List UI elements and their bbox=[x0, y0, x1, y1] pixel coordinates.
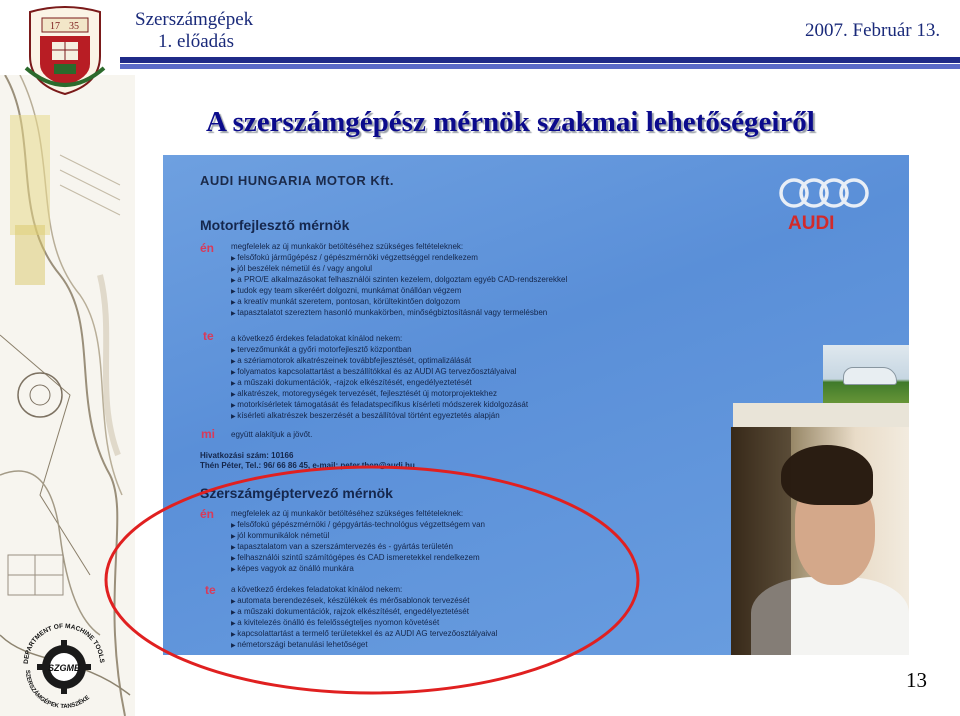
section2-tag-en: én bbox=[200, 507, 215, 521]
section2-en-intro: megfelelek az új munkakör betöltéséhez szükséges feltételeknek: bbox=[231, 509, 464, 518]
section2-title: Szerszámgéptervező mérnök bbox=[200, 485, 393, 501]
section1-te-item: ▶ folyamatos kapcsolattartást a beszállítókkal és az AUDI AG tervezőosztályaival bbox=[231, 367, 517, 376]
page-number: 13 bbox=[906, 668, 927, 692]
section1-tag-en: én bbox=[200, 241, 215, 255]
section1-te-item: ▶ a műszaki dokumentációk, -rajzok elkészítését, engedélyeztetését bbox=[231, 378, 472, 387]
section1-te-item: ▶ alkatrészek, motoregységek tervezését, fejlesztését új motorprojektekhez bbox=[231, 389, 497, 398]
section1-en-intro: megfelelek az új munkakör betöltéséhez szükséges feltételeknek: bbox=[231, 242, 464, 251]
section1-reference: Hivatkozási szám: 10166 bbox=[200, 451, 294, 460]
ad-car-photo bbox=[823, 345, 909, 407]
section1-en-item: ▶ tudok egy team sikeréért dolgozni, munkámat önállóan végzem bbox=[231, 286, 461, 295]
dept-logo-bottom-text: SZERSZÁMGÉPEK TANSZÉKE bbox=[23, 669, 92, 708]
section2-te-item: ▶ automata berendezések, készülékek és mérősablonok tervezését bbox=[231, 596, 469, 605]
section1-contact: Thén Péter, Tel.: 96/ 66 86 45, e-mail: peter.then@audi.hu bbox=[200, 461, 415, 470]
section2-en-item: ▶ képes vagyok az önálló munkára bbox=[231, 564, 354, 573]
section1-te-item: ▶ motorkísérletek támogatását és feladatspecifikus kísérleti módszerek kidolgozását bbox=[231, 400, 528, 409]
crest-year-left: 17 bbox=[50, 21, 60, 32]
section1-en-item: ▶ jól beszélek németül és / vagy angolul bbox=[231, 264, 372, 273]
section1-te-item: ▶ kísérleti alkatrészek beszerzését a beszállítóval történt egyeztetés alapján bbox=[231, 411, 500, 420]
section1-en-item: ▶ a kreatív munkát szeretem, pontosan, körültekintően dolgozom bbox=[231, 297, 460, 306]
section2-te-item: ▶ a műszaki dokumentációk, rajzok elkészítését, engedélyeztetését bbox=[231, 607, 469, 616]
section2-te-item: ▶ németországi betanulási lehetőséget bbox=[231, 640, 368, 649]
date-label: 2007. Február 13. bbox=[805, 20, 941, 41]
section2-te-item: ▶ a kivitelezés önálló és felelősségteljes nyomon követését bbox=[231, 618, 439, 627]
header-divider-bar bbox=[120, 57, 960, 77]
department-logo bbox=[18, 612, 110, 708]
section1-te-item: ▶ tervezőmunkát a győri motorfejlesztő központban bbox=[231, 345, 412, 354]
section1-tag-mi: mi bbox=[201, 427, 216, 441]
section1-tag-te: te bbox=[203, 329, 214, 343]
dept-logo-top-text: DEPARTMENT OF MACHINE TOOLS bbox=[22, 622, 106, 665]
audi-brand-text: AUDI bbox=[788, 213, 835, 234]
ad-photo-strip bbox=[733, 403, 909, 427]
dept-logo-letters: SZGME bbox=[47, 663, 81, 673]
audi-rings-logo bbox=[778, 175, 870, 211]
section1-mi-text: együtt alakítjuk a jövőt. bbox=[231, 430, 313, 439]
section1-te-intro: a következő érdekes feladatokat kínálod nekem: bbox=[231, 334, 403, 343]
course-title: Szerszámgépek bbox=[135, 9, 254, 30]
university-crest-logo bbox=[22, 6, 108, 96]
ad-engineer-photo bbox=[731, 427, 909, 655]
section1-en-item: ▶ tapasztalatot szereztem hasonló munkakörben, minőségbiztosításnál vagy termelésben bbox=[231, 308, 547, 317]
section2-tag-te: te bbox=[205, 583, 216, 597]
section2-en-item: ▶ jól kommunikálok németül bbox=[231, 531, 329, 540]
section1-en-item: ▶ a PRO/E alkalmazásokat felhasználói szinten kezelem, dolgoztam egyéb CAD-rendszerekkel bbox=[231, 275, 567, 284]
ad-company-name: AUDI HUNGARIA MOTOR Kft. bbox=[200, 173, 394, 188]
section1-te-item: ▶ a szériamotorok alkatrészeinek továbbfejlesztését, optimalizálását bbox=[231, 356, 471, 365]
section2-en-item: ▶ felsőfokú gépészmérnöki / gépgyártás-technológus végzettségem van bbox=[231, 520, 485, 529]
section2-en-item: ▶ felhasználói szintű számítógépes és CAD ismeretekkel rendelkezem bbox=[231, 553, 480, 562]
slide-title: A szerszámgépész mérnök szakmai lehetőségeiről bbox=[206, 106, 815, 138]
crest-year-right: 35 bbox=[69, 21, 79, 32]
section1-en-item: ▶ felsőfokú járműgépész / gépészmérnöki végzettséggel rendelkezem bbox=[231, 253, 478, 262]
section1-title: Motorfejlesztő mérnök bbox=[200, 217, 350, 233]
section2-te-item: ▶ kapcsolattartást a termelő területekkel és az AUDI AG tervezőosztályaival bbox=[231, 629, 497, 638]
section2-en-item: ▶ tapasztalatom van a szerszámtervezés és - gyártás területén bbox=[231, 542, 453, 551]
lecture-label: 1. előadás bbox=[158, 31, 234, 52]
section2-te-intro: a következő érdekes feladatokat kínálod nekem: bbox=[231, 585, 403, 594]
red-highlight-ellipse bbox=[100, 460, 645, 700]
